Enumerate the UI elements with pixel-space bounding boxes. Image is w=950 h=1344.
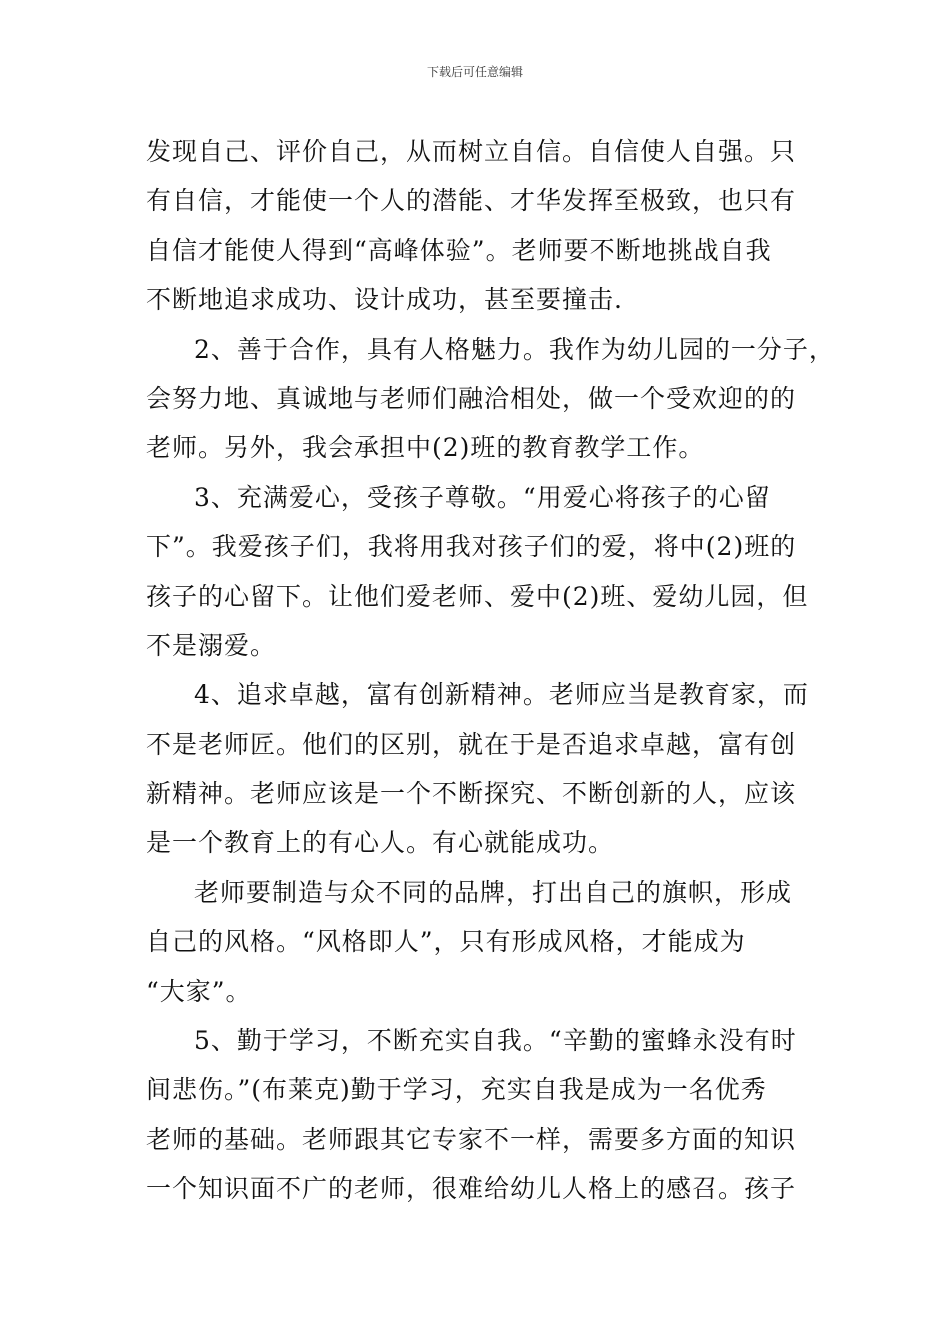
text-line: 自信才能使人得到“高峰体验”。老师要不断地挑战自我 [146,235,772,265]
text-line: 间悲伤。”(布莱克)勤于学习，充实自我是成为一名优秀 [146,1075,767,1105]
text-line: 新精神。老师应该是一个不断探究、不断创新的人，应该 [146,779,797,809]
text-line: 2、善于合作，具有人格魅力。我作为幼儿园的一分子， [194,334,835,364]
text-line: 老师要制造与众不同的品牌，打出自己的旗帜，形成 [194,877,793,907]
text-line: 发现自己、评价自己，从而树立自信。自信使人自强。只 [146,137,797,166]
text-line: 自己的风格。“风格即人”，只有形成风格，才能成为 [146,927,746,957]
text-line: 有自信，才能使一个人的潜能、才华发挥至极致，也只有 [146,186,797,216]
text-line: “大家”。 [146,976,252,1006]
text-line: 老师的基础。老师跟其它专家不一样，需要多方面的知识 [146,1124,797,1154]
text-line: 不是老师匠。他们的区别，就在于是否追求卓越，富有创 [146,729,797,759]
text-line: 不断地追求成功、设计成功，甚至要撞击. [146,285,623,315]
text-line: 4、追求卓越，富有创新精神。老师应当是教育家，而 [194,680,809,710]
page-header: 下载后可任意编辑 [426,65,523,79]
text-line: 3、充满爱心，受孩子尊敬。“用爱心将孩子的心留 [194,482,771,512]
text-line: 会努力地、真诚地与老师们融洽相处，做一个受欢迎的的 [146,383,797,413]
text-line: 是一个教育上的有心人。有心就能成功。 [146,828,615,858]
document-body [146,127,835,1214]
text-line: 不是溺爱。 [146,630,277,660]
text-line: 5、勤于学习，不断充实自我。“辛勤的蜜蜂永没有时 [194,1026,797,1056]
text-line: 孩子的心留下。让他们爱老师、爱中(2)班、爱幼儿园，但 [146,581,809,611]
text-line: 一个知识面不广的老师，很难给幼儿人格上的感召。孩子 [146,1174,797,1204]
text-line: 老师。另外，我会承担中(2)班的教育教学工作。 [146,433,705,463]
text-line: 下”。我爱孩子们，我将用我对孩子们的爱，将中(2)班的 [146,532,797,562]
